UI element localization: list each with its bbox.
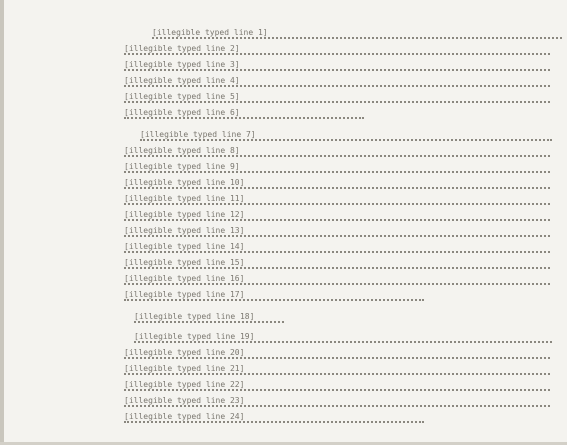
text-line-2: [illegible typed line 2]: [124, 44, 550, 55]
text-line-22: [illegible typed line 22]: [124, 380, 550, 391]
text-line-13: [illegible typed line 13]: [124, 226, 550, 237]
text-line-1: [illegible typed line 1]: [152, 28, 562, 39]
text-line-12: [illegible typed line 12]: [124, 210, 550, 221]
text-line-23: [illegible typed line 23]: [124, 396, 550, 407]
text-line-21: [illegible typed line 21]: [124, 364, 550, 375]
text-line-8: [illegible typed line 8]: [124, 146, 550, 157]
text-line-4: [illegible typed line 4]: [124, 76, 550, 87]
text-line-6: [illegible typed line 6]: [124, 108, 364, 119]
text-line-9: [illegible typed line 9]: [124, 162, 550, 173]
text-line-17: [illegible typed line 17]: [124, 290, 424, 301]
text-line-10: [illegible typed line 10]: [124, 178, 550, 189]
text-line-7: [illegible typed line 7]: [140, 130, 552, 141]
text-line-14: [illegible typed line 14]: [124, 242, 550, 253]
text-line-19: [illegible typed line 19]: [134, 332, 552, 343]
text-line-15: [illegible typed line 15]: [124, 258, 550, 269]
text-line-3: [illegible typed line 3]: [124, 60, 550, 71]
text-line-24: [illegible typed line 24]: [124, 412, 424, 423]
text-line-20: [illegible typed line 20]: [124, 348, 550, 359]
text-line-18: [illegible typed line 18]: [134, 312, 284, 323]
text-line-5: [illegible typed line 5]: [124, 92, 550, 103]
scan-edge-left: [0, 0, 4, 445]
text-line-16: [illegible typed line 16]: [124, 274, 550, 285]
text-line-11: [illegible typed line 11]: [124, 194, 550, 205]
